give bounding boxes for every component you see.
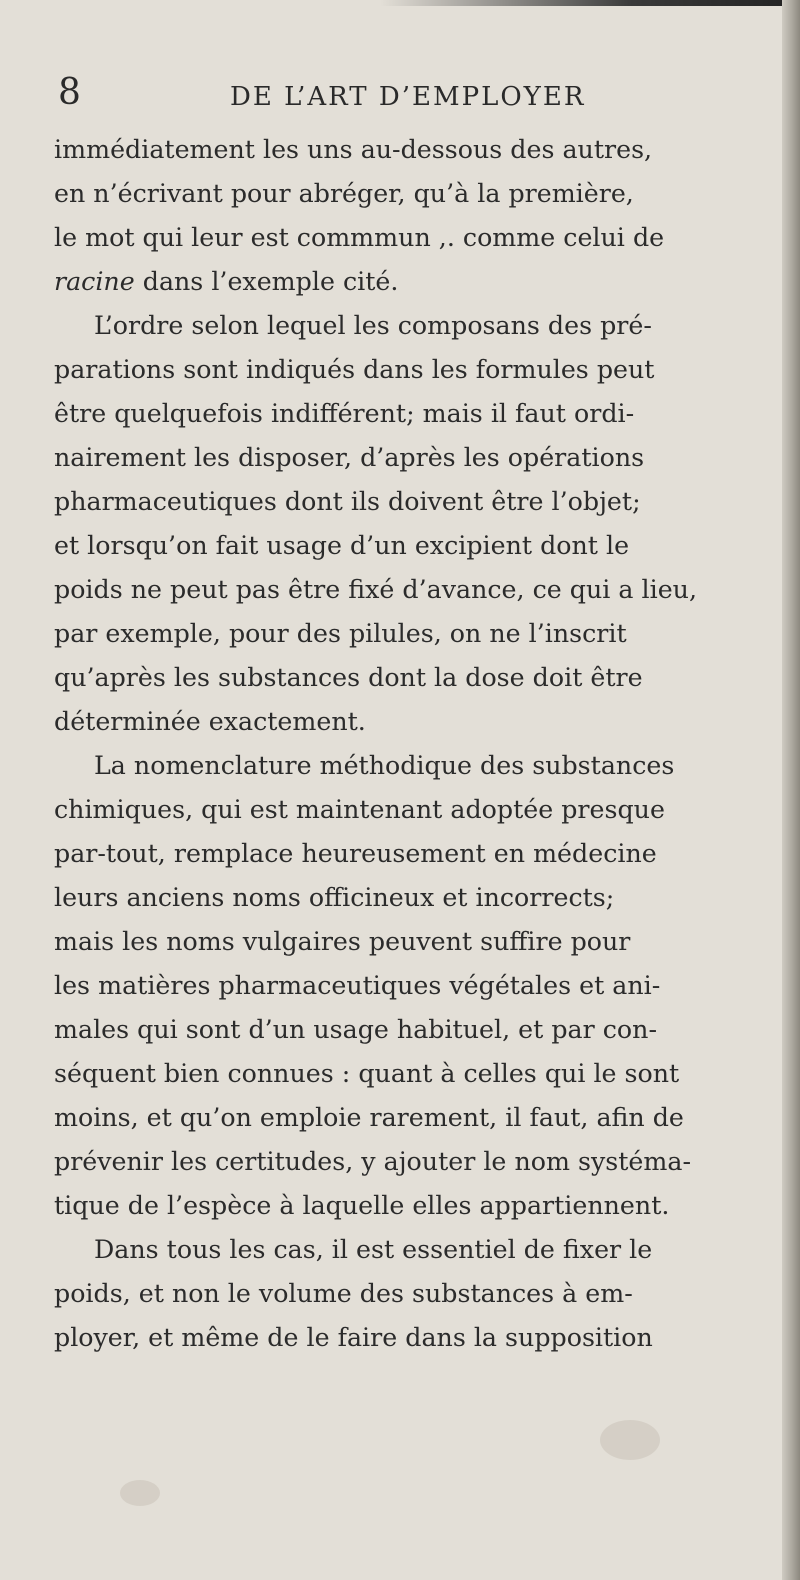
text-line: moins, et qu’on emploie rarement, il faut, afin de: [54, 1103, 684, 1132]
text-line: en n’écrivant pour abréger, qu’à la première,: [54, 179, 634, 208]
page-header: [54, 72, 754, 128]
paragraph-start: Dans tous les cas, il est essentiel de fixer le: [94, 1235, 653, 1264]
text-line: immédiatement les uns au-dessous des autres,: [54, 135, 653, 164]
text-line-rest: dans l’exemple cité.: [134, 267, 399, 296]
text-line: prévenir les certitudes, y ajouter le nom systéma-: [54, 1147, 692, 1176]
paper-stain: [120, 1480, 160, 1506]
text-line: nairement les disposer, d’après les opérations: [54, 443, 645, 472]
text-line: séquent bien connues : quant à celles qui le sont: [54, 1059, 680, 1088]
running-head: DE L’ART D’EMPLOYER: [230, 82, 586, 112]
text-line: pharmaceutiques dont ils doivent être l’objet;: [54, 487, 641, 516]
page-number: 8: [58, 72, 81, 113]
text-line: le mot qui leur est commmun ,. comme celui de: [54, 223, 665, 252]
text-line: par-tout, remplace heureusement en médecine: [54, 839, 657, 868]
text-line: tique de l’espèce à laquelle elles appartiennent.: [54, 1191, 670, 1220]
paragraph-start: La nomenclature méthodique des substances: [94, 751, 675, 780]
text-line: par exemple, pour des pilules, on ne l’inscrit: [54, 619, 627, 648]
paragraph-start: L’ordre selon lequel les composans des pré-: [94, 311, 652, 340]
text-line-racine: [54, 260, 766, 304]
text-line: parations sont indiqués dans les formules peut: [54, 355, 655, 384]
text-line: déterminée exactement.: [54, 707, 366, 736]
text-line: et lorsqu’on fait usage d’un excipient dont le: [54, 531, 630, 560]
page-top-shadow: [380, 0, 782, 6]
italic-term-racine: racine: [54, 267, 135, 296]
text-line: être quelquefois indifférent; mais il faut ordi-: [54, 399, 635, 428]
text-line: ployer, et même de le faire dans la supposition: [54, 1323, 653, 1352]
paper-stain: [600, 1420, 660, 1460]
text-line: mais les noms vulgaires peuvent suffire pour: [54, 927, 631, 956]
text-line: males qui sont d’un usage habituel, et par con-: [54, 1015, 657, 1044]
text-line: poids ne peut pas être fixé d’avance, ce qui a lieu,: [54, 575, 697, 604]
text-line: chimiques, qui est maintenant adoptée presque: [54, 795, 665, 824]
body-text: [54, 128, 766, 1360]
text-line: leurs anciens noms officineux et incorrects;: [54, 883, 615, 912]
page-edge-shadow: [782, 0, 800, 1580]
text-line: les matières pharmaceutiques végétales et ani-: [54, 971, 661, 1000]
text-line: qu’après les substances dont la dose doit être: [54, 663, 643, 692]
text-line: poids, et non le volume des substances à em-: [54, 1279, 633, 1308]
